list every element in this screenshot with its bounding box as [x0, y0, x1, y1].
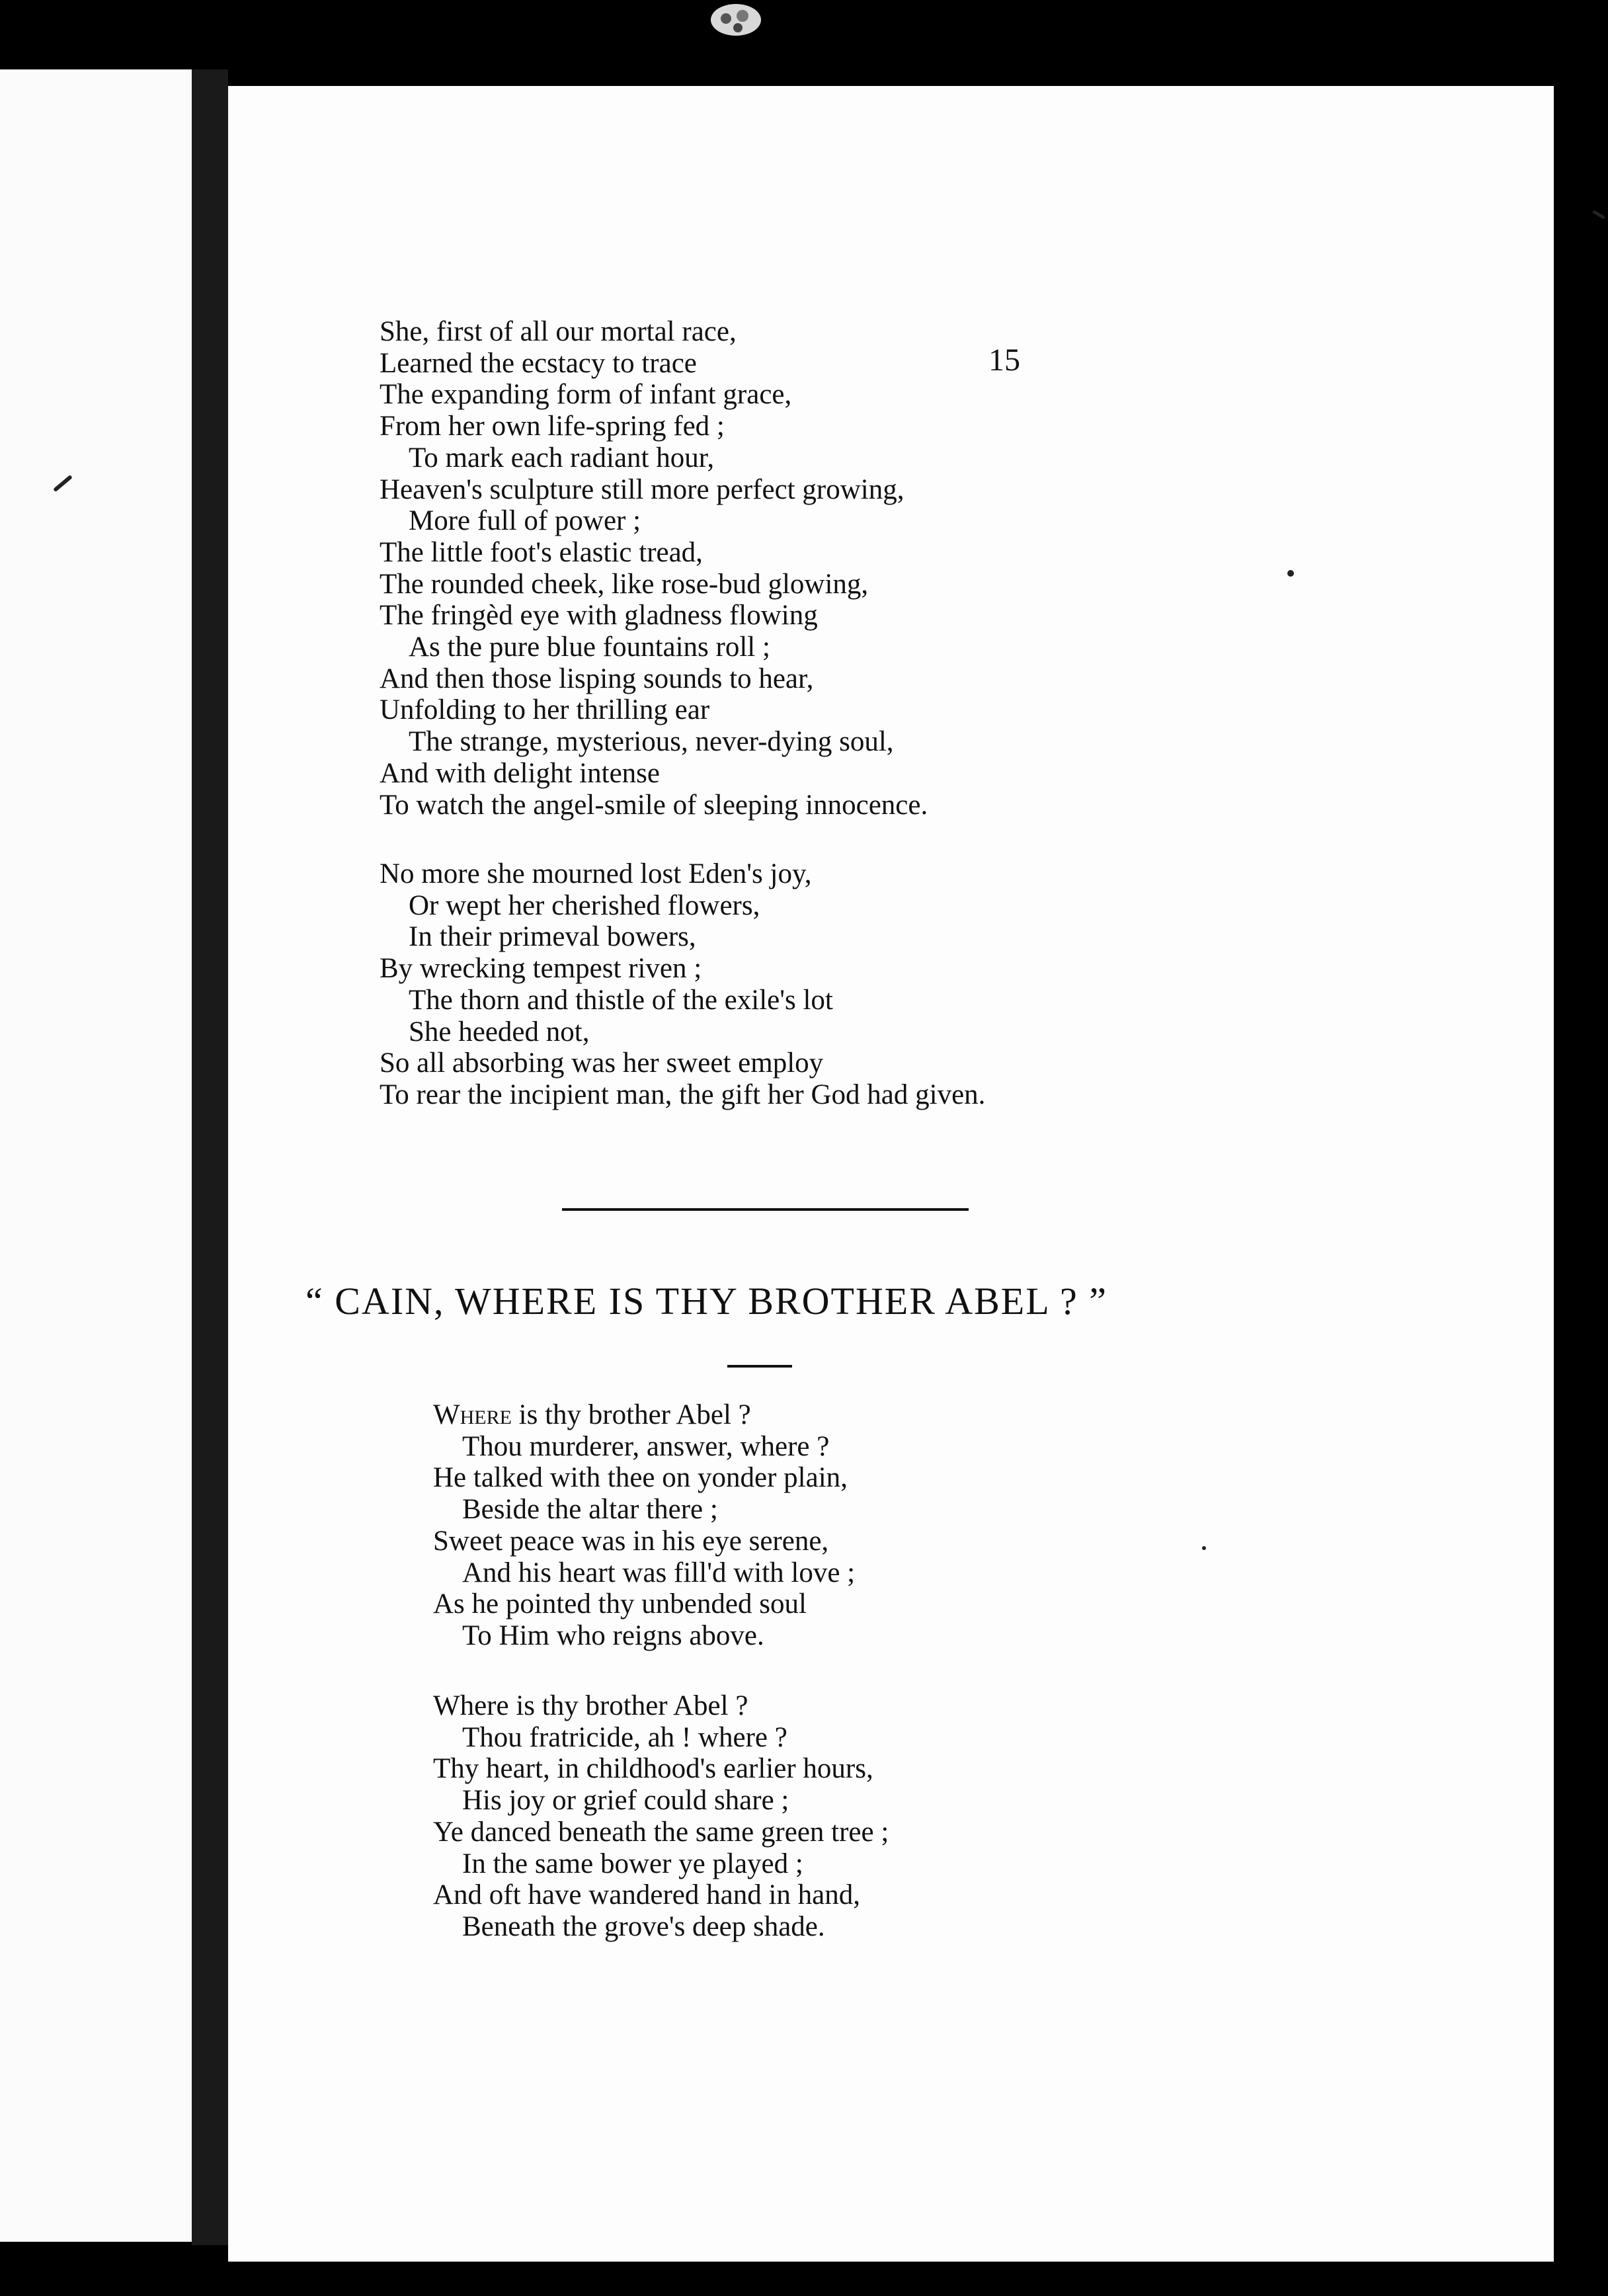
poem-line: To rear the incipient man, the gift her God had given. [380, 1079, 986, 1110]
poem-line: The strange, mysterious, never-dying soul, [409, 726, 894, 758]
poem-line: To watch the angel-smile of sleeping innocence. [380, 789, 928, 821]
section-divider [562, 1208, 969, 1211]
poem-line: As the pure blue fountains roll ; [409, 632, 770, 663]
poem-line: Heaven's sculpture still more perfect growing, [380, 473, 904, 505]
stanza-cain-1 [433, 1399, 855, 1652]
poem-title: “ CAIN, WHERE IS THY BROTHER ABEL ? ” [305, 1280, 1107, 1323]
poem-line: Beside the altar there ; [462, 1494, 718, 1526]
poem-line: Thy heart, in childhood's earlier hours, [433, 1753, 873, 1785]
poem-line: The thorn and thistle of the exile's lot [409, 984, 833, 1016]
poem-line: In their primeval bowers, [409, 921, 696, 953]
poem-line: Beneath the grove's deep shade. [462, 1910, 825, 1942]
binding-ornament-icon [706, 0, 766, 41]
poem-line: To Him who reigns above. [462, 1620, 764, 1651]
poem-line: Where is thy brother Abel ? [433, 1690, 748, 1721]
poem-line: By wrecking tempest riven ; [380, 953, 702, 985]
poem-line: No more she mourned lost Eden's joy, [380, 858, 812, 889]
stanza-eve-1 [380, 316, 928, 821]
poem-line: Unfolding to her thrilling ear [380, 694, 710, 726]
facing-page-edge [0, 69, 192, 2242]
poem-line: Ye danced beneath the same green tree ; [433, 1816, 889, 1848]
poem-line: And his heart was fill'd with love ; [462, 1557, 856, 1588]
ink-speck [1202, 1546, 1206, 1550]
title-rule [727, 1365, 792, 1368]
poem-line: Where is thy brother Abel ? [433, 1399, 751, 1430]
book-page [228, 86, 1554, 2262]
book-gutter [192, 69, 228, 2245]
poem-line: So all absorbing was her sweet employ [380, 1047, 824, 1079]
poem-line: More full of power ; [409, 505, 641, 537]
poem-line: He talked with thee on yonder plain, [433, 1462, 848, 1494]
poem-line: She, first of all our mortal race, [380, 316, 737, 347]
poem-line: And then those lisping sounds to hear, [380, 663, 814, 694]
poem-line: And oft have wandered hand in hand, [433, 1879, 860, 1911]
page-number: 15 [988, 343, 1020, 378]
poem-line: As he pointed thy unbended soul [433, 1588, 807, 1620]
poem-line: In the same bower ye played ; [462, 1848, 803, 1879]
poem-line: And with delight intense [380, 757, 660, 789]
poem-line: The little foot's elastic tread, [380, 536, 703, 568]
poem-line: The fringèd eye with gladness flowing [380, 600, 818, 632]
poem-line: Sweet peace was in his eye serene, [433, 1525, 829, 1557]
poem-line: The expanding form of infant grace, [380, 379, 792, 411]
poem-line: She heeded not, [409, 1016, 590, 1047]
poem-line: Learned the ecstacy to trace [380, 347, 697, 379]
stanza-cain-2 [433, 1690, 889, 1943]
poem-line: The rounded cheek, like rose-bud glowing, [380, 568, 869, 600]
ink-speck [1287, 570, 1294, 577]
poem-line: Or wept her cherished flowers, [409, 889, 760, 921]
poem-line: His joy or grief could share ; [462, 1785, 789, 1817]
poem-line: Thou murderer, answer, where ? [462, 1430, 830, 1462]
poem-line: From her own life-spring fed ; [380, 411, 725, 442]
stanza-eve-2 [380, 858, 985, 1111]
poem-line: Thou fratricide, ah ! where ? [462, 1721, 787, 1753]
poem-line: To mark each radiant hour, [409, 442, 715, 473]
